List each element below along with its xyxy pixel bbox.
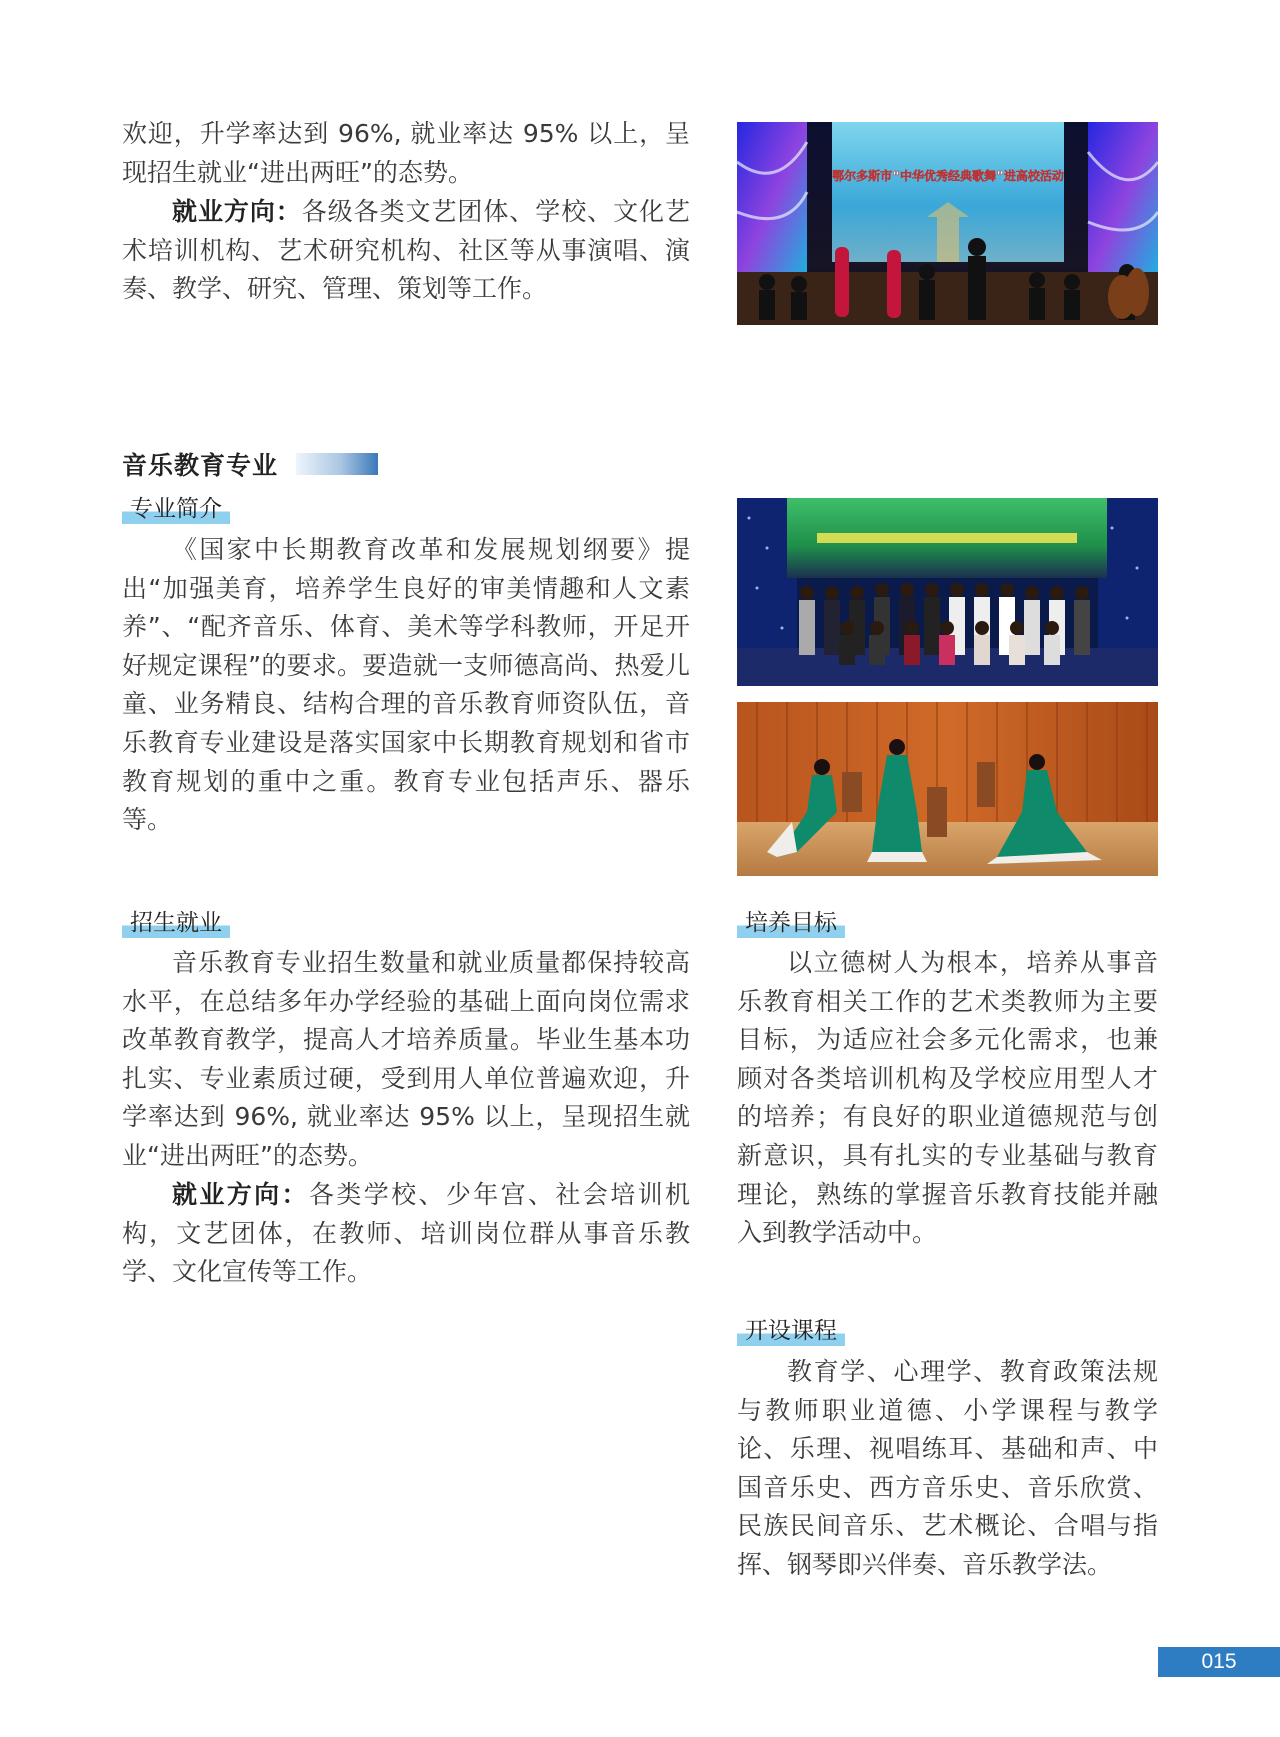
overview-text: 《国家中长期教育改革和发展规划纲要》提出“加强美育，培养学生良好的审美情趣和人文素养”、“配齐音乐、体育、美术等学科教师，开足开好规定课程”的要求。要造就一支师德高尚、热爱儿童、业务精良、结构合理的音乐教育师资队伍，音乐教育专业建设是落实国家中长期教育规划和省市教育规划的重中之重。教育专业包括声乐、器乐等。 (122, 535, 690, 835)
page-number: 015 (1158, 1647, 1280, 1677)
overview-heading (122, 494, 230, 524)
intro-text: 欢迎，升学率达到 96%, 就业率达 95% 以上，呈现招生就业“进出两旺”的态势。 (122, 119, 690, 187)
courses-text: 教育学、心理学、教育政策法规与教师职业道德、小学课程与教学论、乐理、视唱练耳、基础和声、中国音乐史、西方音乐史、音乐欣赏、民族民间音乐、艺术概论、合唱与指挥、钢琴即兴伴奏、音乐教学法。 (737, 1357, 1158, 1579)
enrollment-career-paragraph (122, 1176, 690, 1292)
enrollment-paragraph (122, 944, 690, 1176)
group-photo (737, 498, 1158, 686)
intro-career-paragraph (122, 193, 690, 309)
goals-text: 以立德树人为根本，培养从事音乐教育相关工作的艺术类教师为主要目标，为适应社会多元化需求，也兼顾对各类培训机构及学校应用型人才的培养；有良好的职业道德规范与创新意识，具有扎实的专业基础与教育理论，熟练的掌握音乐教育技能并融入到教学活动中。 (737, 948, 1158, 1248)
enrollment-heading-text: 招生就业 (130, 910, 222, 936)
overview-heading-text: 专业简介 (130, 496, 222, 522)
courses-heading (737, 1316, 845, 1346)
concert-photo (737, 122, 1158, 325)
goals-heading-text: 培养目标 (745, 910, 837, 936)
enrollment-heading (122, 908, 230, 938)
enrollment-career-label: 就业方向： (172, 1180, 309, 1209)
overview-paragraph (122, 531, 690, 840)
concert-banner-text: 鄂尔多斯市“中华优秀经典歌舞”进高校活动 (832, 169, 1064, 183)
goals-heading (737, 908, 845, 938)
section-title (122, 446, 378, 482)
section-title-bar (296, 453, 378, 475)
enrollment-career-text: 各类学校、少年宫、社会培训机构，文艺团体，在教师、培训岗位群从事音乐教学、文化宣传等工作。 (122, 1180, 690, 1287)
career-text: 各级各类文艺团体、学校、文化艺术培训机构、艺术研究机构、社区等从事演唱、演奏、教学、研究、管理、策划等工作。 (122, 197, 690, 304)
dance-photo (737, 702, 1158, 876)
enrollment-text: 音乐教育专业招生数量和就业质量都保持较高水平，在总结多年办学经验的基础上面向岗位需求改革教育教学，提高人才培养质量。毕业生基本功扎实、专业素质过硬，受到用人单位普遍欢迎，升学率达到 96%, 就业率达 95% 以上，呈现招生就业“进出两旺”的态势。 (122, 948, 690, 1170)
courses-paragraph (737, 1353, 1158, 1585)
section-title-text: 音乐教育专业 (122, 451, 279, 480)
career-label: 就业方向： (172, 197, 302, 226)
goals-paragraph (737, 944, 1158, 1253)
intro-paragraph (122, 115, 690, 192)
courses-heading-text: 开设课程 (745, 1318, 837, 1344)
